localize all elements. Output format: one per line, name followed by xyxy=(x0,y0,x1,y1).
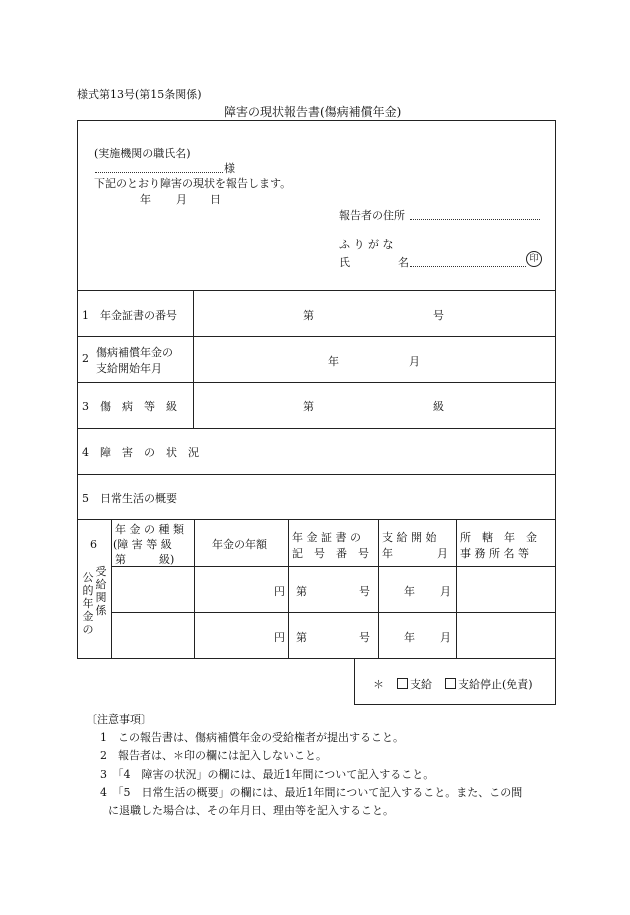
note-item: 2 報告者は、＊印の欄には記入しないこと。 xyxy=(100,749,327,762)
row-b-yen: 円 xyxy=(274,631,285,644)
col-office-a: 所 轄 年 金 xyxy=(460,531,537,544)
col-amount: 年金の年額 xyxy=(212,538,267,551)
statement: 下記のとおり障害の現状を報告します。 xyxy=(94,177,292,190)
row3-suffix: 級 xyxy=(433,400,444,413)
agency-label: (実施機関の職氏名) xyxy=(94,147,191,160)
name-label-2: 名 xyxy=(398,256,409,269)
col-type-a: 年 金 の 種 類 xyxy=(115,523,184,536)
row3-prefix: 第 xyxy=(303,400,314,413)
name-label-1: 氏 xyxy=(339,256,350,269)
row1-label: 1 年金証書の番号 xyxy=(82,309,177,322)
section6-num: 6 xyxy=(90,538,97,551)
row2-label-a: 傷病補償年金の xyxy=(96,346,173,359)
row4-label: 4 障 害 の 状 況 xyxy=(82,446,199,459)
checkbox-icon[interactable] xyxy=(445,678,456,689)
honorific: 様 xyxy=(224,162,235,175)
note-item: 4 「5 日常生活の概要」の欄には、最近1年間について記入すること。また、この間 xyxy=(100,786,523,799)
col-office-b: 事 務 所 名 等 xyxy=(460,547,529,560)
row-a-go: 号 xyxy=(359,585,370,598)
reporter-address-line[interactable] xyxy=(410,207,540,220)
form-number: 様式第13号(第15条関係) xyxy=(77,88,202,101)
date-day-label: 日 xyxy=(210,193,221,206)
col-start-a: 支 給 開 始 xyxy=(382,531,437,544)
seal-icon: 印 xyxy=(526,251,542,267)
row-a-dai: 第 xyxy=(296,585,307,598)
form-title: 障害の現状報告書(傷病補償年金) xyxy=(224,105,402,119)
reporter-address-label: 報告者の住所 xyxy=(339,209,405,222)
star-mark: ＊ xyxy=(373,678,384,691)
col-type-b: (障 害 等 級 xyxy=(113,538,172,551)
row-a-tsuki: 月 xyxy=(440,585,451,598)
section6-vertical-label: 受給関係 xyxy=(95,565,107,617)
reporter-name-line[interactable] xyxy=(410,254,526,267)
agency-name-line[interactable] xyxy=(95,160,223,173)
date-month-label: 月 xyxy=(176,193,187,206)
row-b-tsuki: 月 xyxy=(440,631,451,644)
row-b-go: 号 xyxy=(359,631,370,644)
row-b-nen: 年 xyxy=(404,631,415,644)
option-suspend[interactable]: 支給停止(免責) xyxy=(445,676,533,692)
note-item: 3 「4 障害の状況」の欄には、最近1年間について記入すること。 xyxy=(100,768,435,781)
row1-prefix: 第 xyxy=(303,309,314,322)
furigana-label: ふ り が な xyxy=(339,238,394,251)
checkbox-icon[interactable] xyxy=(397,678,408,689)
option-payment[interactable]: 支給 xyxy=(397,676,432,692)
row2-month: 月 xyxy=(409,355,420,368)
note-item: 1 この報告書は、傷病補償年金の受給権者が提出すること。 xyxy=(100,731,404,744)
row-a-nen: 年 xyxy=(404,585,415,598)
row-a-yen: 円 xyxy=(274,585,285,598)
col-cert-b: 記 号 番 号 xyxy=(292,547,369,560)
col-start-b: 年 月 xyxy=(382,547,448,560)
notes-heading: 〔注意事項〕 xyxy=(86,713,152,726)
row-b-dai: 第 xyxy=(296,631,307,644)
date-year-label: 年 xyxy=(140,193,151,206)
row2-year: 年 xyxy=(328,355,339,368)
note-item: に退職した場合は、その年月日、理由等を記入すること。 xyxy=(108,804,394,817)
row2-label-b: 支給開始年月 xyxy=(96,362,162,375)
row2-num: 2 xyxy=(82,352,89,365)
section6-vertical-label-2: 公的年金の xyxy=(82,571,94,636)
col-cert-a: 年 金 証 書 の xyxy=(292,531,361,544)
row1-suffix: 号 xyxy=(433,309,444,322)
row3-label: 3 傷 病 等 級 xyxy=(82,400,177,413)
col-type-c: 第 級) xyxy=(115,553,175,566)
row5-label: 5 日常生活の概要 xyxy=(82,492,177,505)
